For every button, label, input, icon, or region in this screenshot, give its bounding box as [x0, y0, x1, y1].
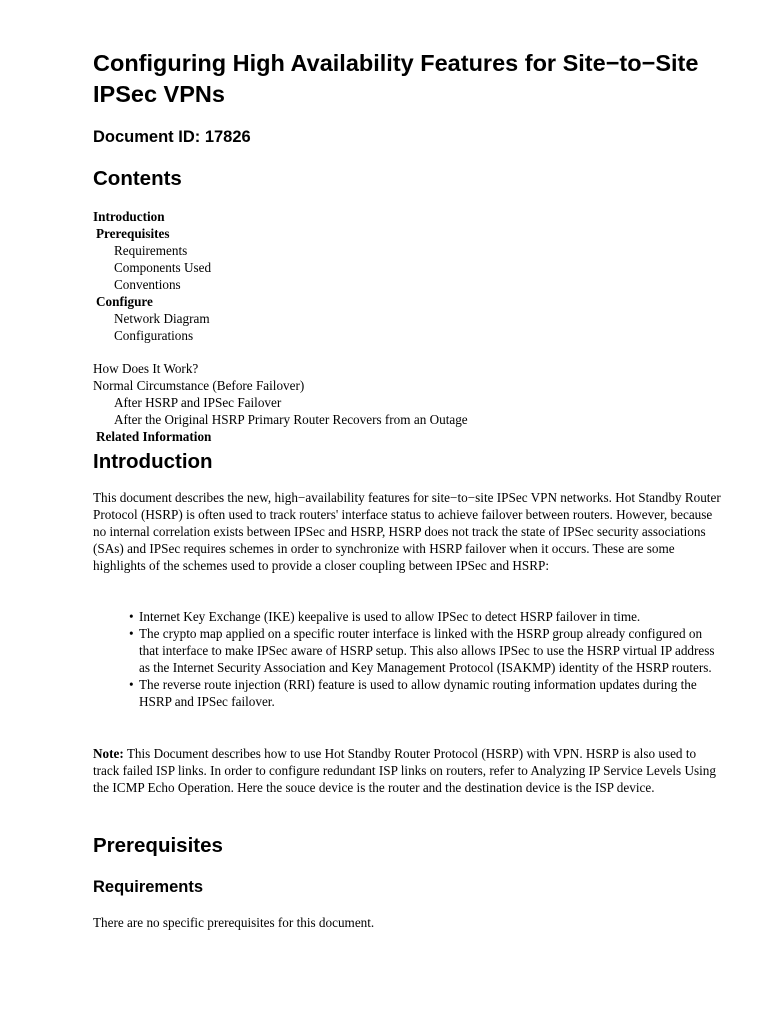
toc-item-prerequisites[interactable]: Prerequisites — [96, 226, 170, 241]
toc-item-configure[interactable]: Configure — [96, 294, 153, 309]
note-paragraph — [93, 746, 725, 797]
bullet-icon: • — [129, 676, 134, 692]
toc-item-network-diagram[interactable]: Network Diagram — [114, 311, 210, 326]
toc-item-after-recovery[interactable]: After the Original HSRP Primary Router Recovers from an Outage — [114, 412, 468, 427]
toc-item-how-does-it-work[interactable]: How Does It Work? — [93, 361, 199, 376]
list-item-text: The reverse route injection (RRI) feature is used to allow dynamic routing information updates during the HSRP and IPSec failover. — [139, 676, 697, 709]
requirements-heading: Requirements — [93, 878, 204, 896]
note-text: This Document describes how to use Hot Standby Router Protocol (HSRP) with VPN. HSRP is also used to track failed ISP links. In order to configure redundant ISP links on routers, refer to Analyzing IP Service Levels Using the ICMP Echo Operation. Here the souce device is the router and the destination device is the ISP device. — [93, 746, 716, 795]
introduction-paragraph: This document describes the new, high−availability features for site−to−site IPSec VPN networks. Hot Standby Router Protocol (HSRP) is often used to track routers' interface status to achieve failover between routers. However, because no internal correlation exists between IPSec and HSRP, HSRP does not track the state of IPSec security associations (SAs) and IPSec requires schemes in order to synchronize with HSRP failover when it occurs. These are some highlights of the schemes used to provide a closer coupling between IPSec and HSRP: — [93, 490, 721, 573]
toc-item-components-used[interactable]: Components Used — [114, 260, 212, 275]
toc-spacer — [93, 344, 733, 360]
highlights-list — [129, 609, 725, 710]
list-item — [129, 677, 725, 711]
document-title: Configuring High Availability Features for Site−to−Site IPSec VPNs — [93, 50, 699, 107]
list-item — [129, 626, 725, 677]
document-id: Document ID: 17826 — [93, 128, 251, 146]
toc-item-related-information[interactable]: Related Information — [96, 429, 212, 444]
toc-item-configurations[interactable]: Configurations — [114, 328, 194, 343]
toc-item-after-failover[interactable]: After HSRP and IPSec Failover — [114, 395, 282, 410]
toc-item-requirements[interactable]: Requirements — [114, 243, 188, 258]
contents-heading: Contents — [93, 167, 182, 190]
note-label: Note: — [93, 746, 124, 761]
bullet-icon: • — [129, 625, 134, 641]
list-item-text: The crypto map applied on a specific router interface is linked with the HSRP group already configured on that interface to make IPSec aware of HSRP setup. This also allows IPSec to use the HSRP virtual IP address as the Internet Security Association and Key Management Protocol (ISAKMP) identity of the HSRP routers. — [139, 625, 715, 675]
prerequisites-heading: Prerequisites — [93, 834, 223, 857]
bullet-icon: • — [129, 609, 134, 624]
requirements-paragraph: There are no specific prerequisites for this document. — [93, 915, 375, 930]
introduction-heading: Introduction — [93, 450, 213, 473]
toc-item-introduction[interactable]: Introduction — [93, 209, 165, 224]
table-of-contents — [93, 208, 733, 445]
toc-item-normal-circumstance[interactable]: Normal Circumstance (Before Failover) — [93, 378, 305, 393]
list-item-text: Internet Key Exchange (IKE) keepalive is used to allow IPSec to detect HSRP failover in time. — [139, 609, 641, 624]
toc-item-conventions[interactable]: Conventions — [114, 277, 181, 292]
list-item — [129, 609, 725, 626]
